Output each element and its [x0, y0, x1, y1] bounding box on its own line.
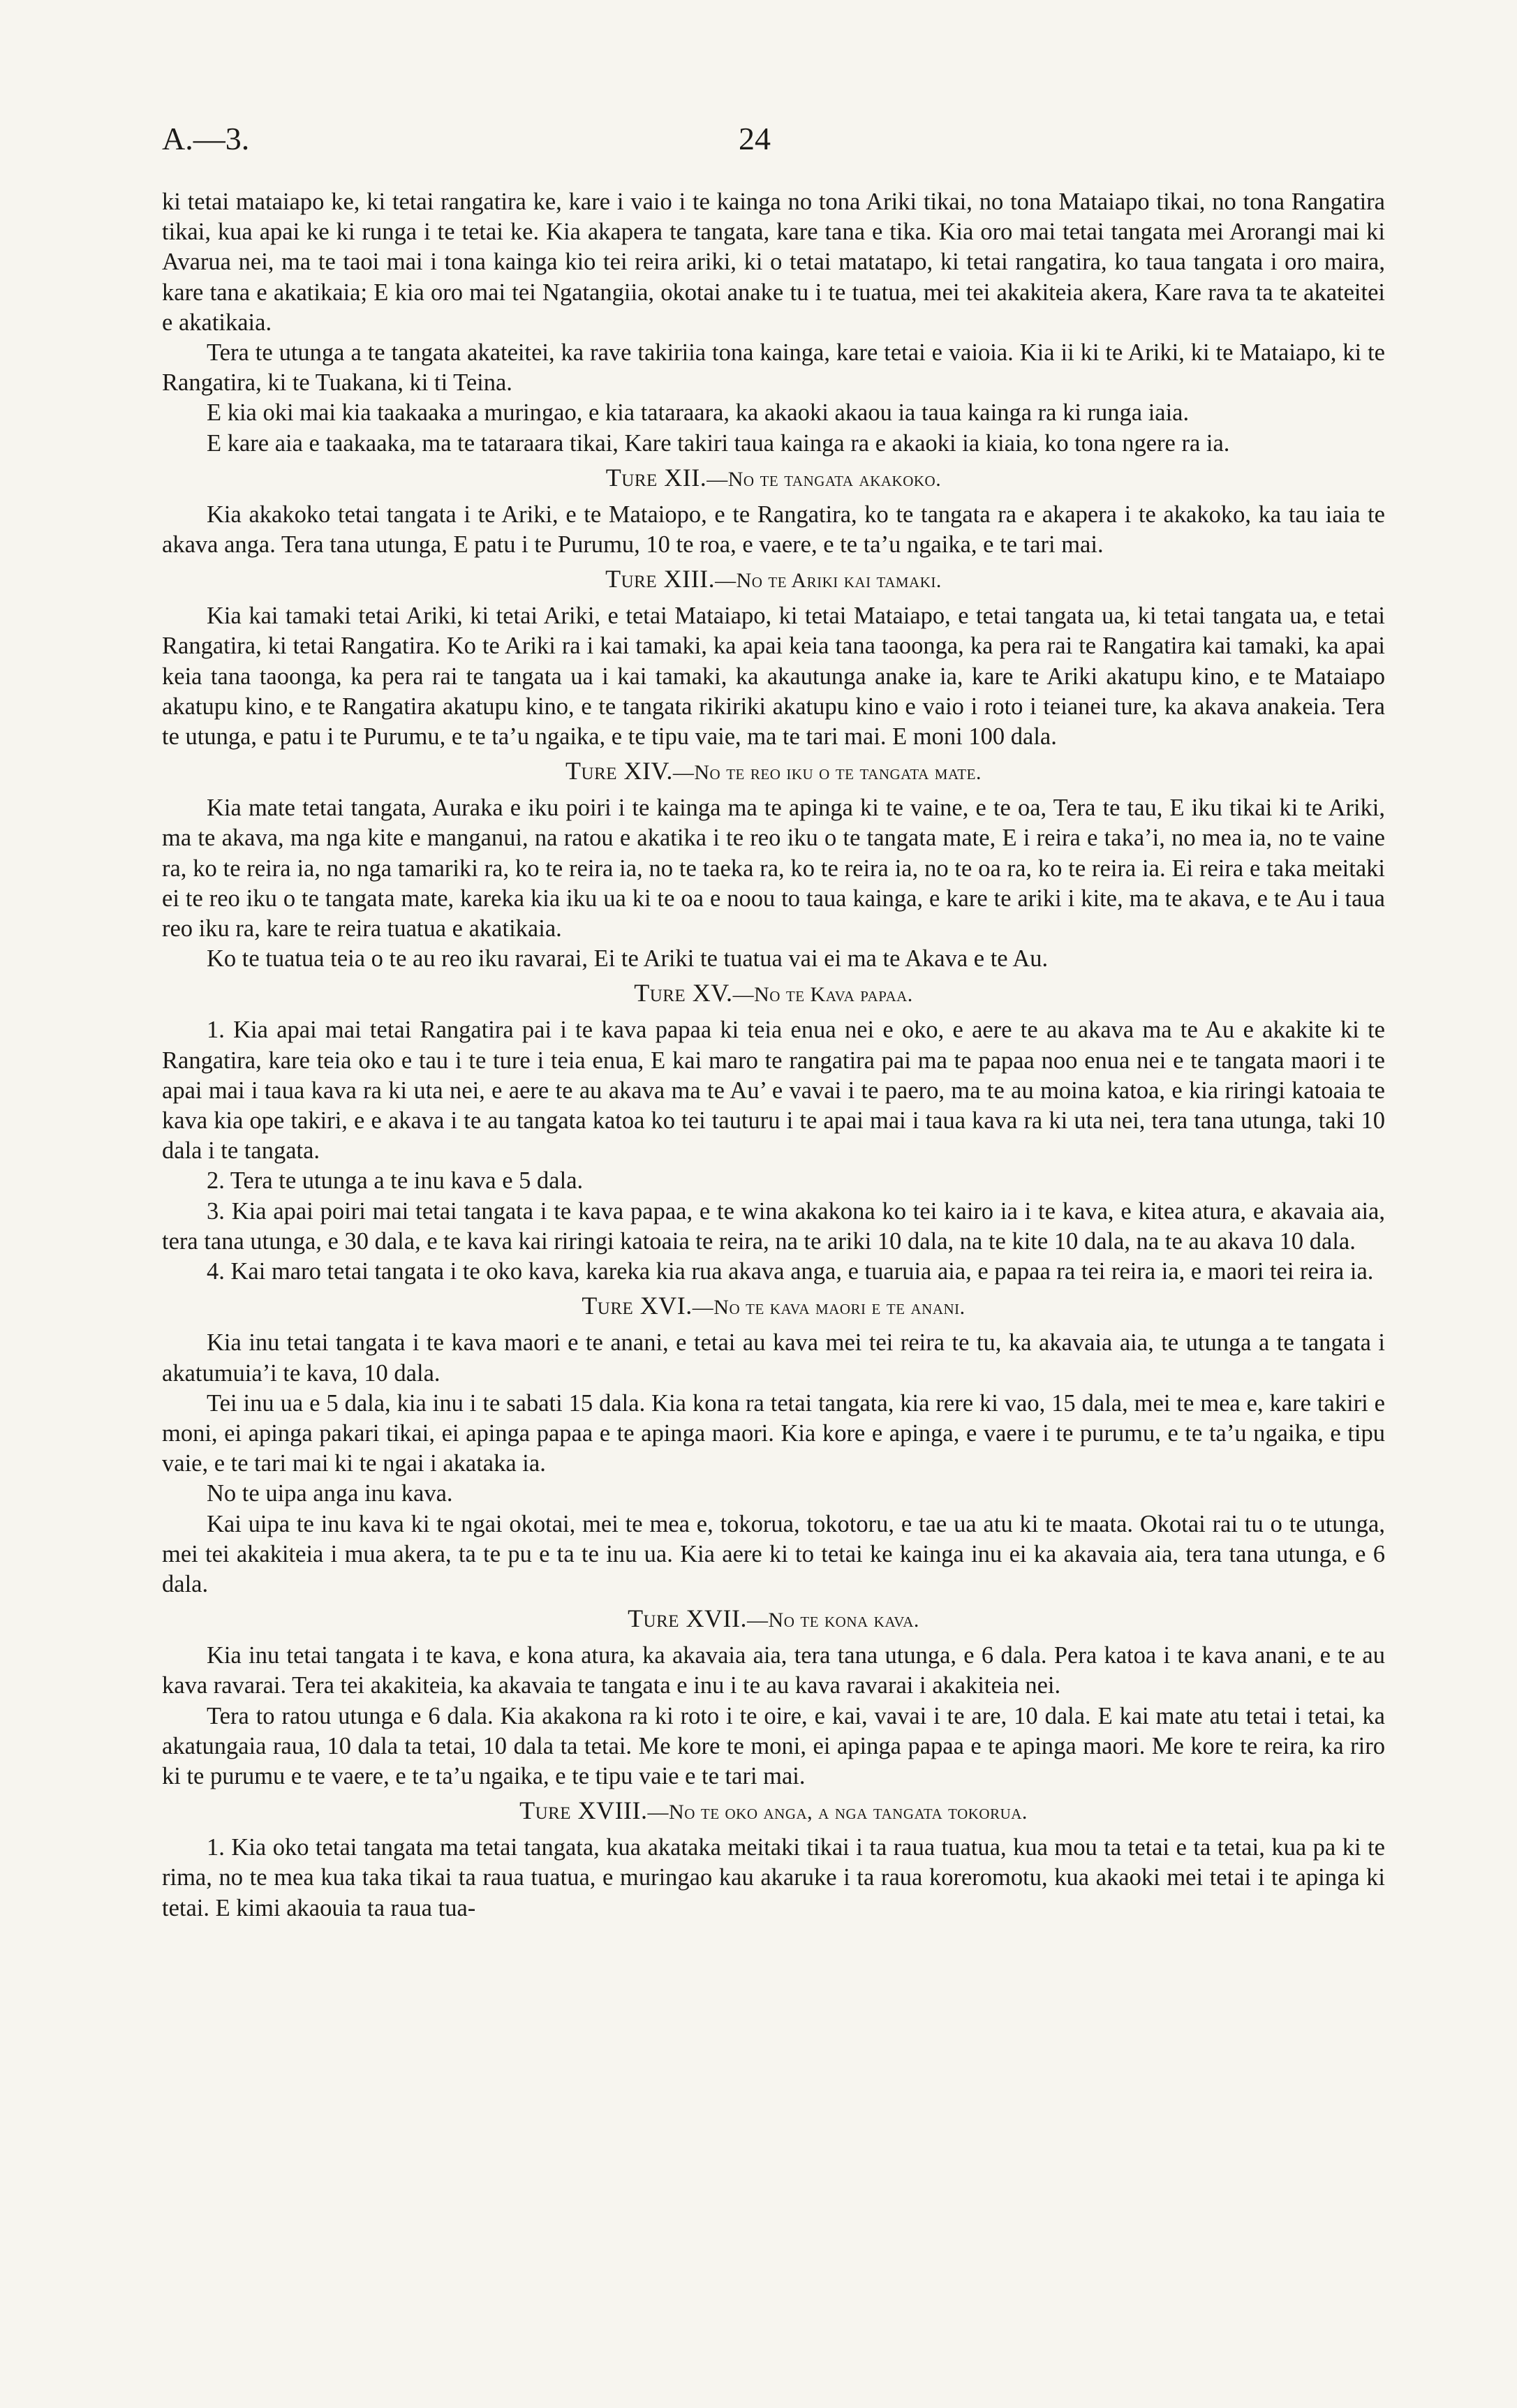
paragraph: 4. Kai maro tetai tangata i te oko kava, kareka kia rua akava anga, e tuaruia aia, e papaa ra tei reira ia, e maori tei reira ia. — [207, 1258, 1374, 1285]
section-heading — [162, 1602, 1385, 1637]
paragraph: Tera to ratou utunga e 6 dala. Kia akakona ra ki roto i te oire, e kai, vavai i te are, 10 dala. E kai mate atu tetai i tetai, ka akatungaia raua, 10 dala ta tetai, 10 dala ta tetai. Me kore te moni, ei apinga papaa e te apinga maori. Me kore te reira, ka riro ki te purumu e te vaere, e te ta’u ngaika, e te tipu vaie e te tari mai. — [162, 1702, 1385, 1789]
paragraph: ki tetai mataiapo ke, ki tetai rangatira ke, kare i vaio i te kainga no tona Ariki tikai, no tona Mataiapo tikai, no tona Rangatira tikai, kua apai ke ki runga i te tetai ke. Kia akapera te tangata, kare tana e tika. Kia oro mai tetai tangata mei Arorangi mai ki Avarua nei, ma te taoi mai i tona kainga kio tei reira ariki, ki o tetai matatapo, ki tetai rangatira, ko taua tangata i oro maira, kare tana e akatikaia; E kia oro mai tei Ngatangiia, okotai anake tu i te tuatua, mei tei akakiteia akera, Kare rava ta te akateitei e akatikaia. — [162, 189, 1385, 336]
paragraph: E kare aia e taakaaka, ma te tataraara tikai, Kare takiri taua kainga ra e akaoki ia kiaia, ko tona ngere ra ia. — [207, 429, 1230, 457]
rule-number: Ture XVI. — [582, 1292, 693, 1320]
rule-subtitle: —No te Ariki kai tamaki. — [715, 569, 942, 593]
paragraph: Kia inu tetai tangata i te kava maori e te anani, e tetai au kava mei tei reira te tu, ka akavaia aia, te utunga a te tangata i akatumuia’i te kava, 10 dala. — [162, 1329, 1385, 1387]
paragraph: 2. Tera te utunga a te inu kava e 5 dala. — [207, 1167, 584, 1195]
page-reference: A.—3. — [162, 121, 250, 156]
section-heading — [162, 755, 1385, 789]
rule-number: Ture XIV. — [565, 757, 673, 785]
paragraph: 1. Kia oko tetai tangata ma tetai tangata, kua akataka meitaki tikai i ta raua tuatua, kua mou ta tetai e ta tetai, kua pa ki te rima, no te mea kua taka tikai ta raua tuatua, e muringao kau akaruke i ta raua koreromotu, kua akaoki mei tetai i te apinga ki tetai. E kimi akaouia ta raua tua- — [162, 1834, 1385, 1921]
rule-subtitle: —No te oko anga, a nga tangata tokorua. — [647, 1801, 1028, 1824]
paragraph: Ko te tuatua teia o te au reo iku ravarai, Ei te Ariki te tuatua vai ei ma te Akava e te Au. — [207, 945, 1049, 973]
section-heading — [162, 977, 1385, 1011]
paragraph: Kai uipa te inu kava ki te ngai okotai, mei te mea e, tokorua, tokotoru, e tae ua atu ki te maata. Okotai rai tu o te utunga, mei tei akakiteia i mua akera, ta te pu e ta te inu ua. Kia aere ki to tetai ke kainga inu ei ka akavaia aia, tera tana utunga, e 6 dala. — [162, 1510, 1385, 1597]
rule-number: Ture XII. — [605, 463, 707, 492]
document-body — [162, 187, 1385, 1923]
page-number: 24 — [739, 121, 771, 156]
paragraph: Kia akakoko tetai tangata i te Ariki, e te Mataiopo, e te Rangatira, ko te tangata ra e akapera i te akakoko, ka tau iaia te akava anga. Tera tana utunga, E patu i te Purumu, 10 te roa, e vaere, e te ta’u ngaika, e te tari mai. — [162, 501, 1385, 559]
section-heading — [162, 563, 1385, 597]
paragraph: No te uipa anga inu kava. — [207, 1480, 453, 1507]
paragraph: 1. Kia apai mai tetai Rangatira pai i te kava papaa ki teia enua nei e oko, e aere te au akava ma te Au e akakite ki te Rangatira, kare teia oko e tau i te ture i teia enua, E kai maro te rangatira pai ma te papaa noo enua nei e te tangata maori i te apai mai i taua kava ra ki uta nei, e aere te au akava ma te Au’ e vavai i te paero, ma te au moina katoa, e kia riringi katoaia te kava kia ope takiri, e e akava i te au tangata katoa ko tei tauturu i te apai mai i taua kava ra ki uta nei, tera tana utunga, taki 10 dala i te tangata. — [162, 1017, 1385, 1165]
rule-subtitle: —No te kona kava. — [747, 1609, 919, 1632]
paragraph: Tei inu ua e 5 dala, kia inu i te sabati 15 dala. Kia kona ra tetai tangata, kia rere ki vao, 15 dala, mei te mea e, kare takiri e moni, ei apinga pakari tikai, ei apinga papaa e te apinga maori. Kia kore e apinga, e vaere i te purumu, e te ta’u ngaika, e tipu vaie, e te tari mai ki te ngai i akataka ia. — [162, 1389, 1385, 1477]
rule-number: Ture XVII. — [628, 1604, 748, 1633]
paragraph: Tera te utunga a te tangata akateitei, ka rave takiriia tona kainga, kare tetai e vaioia. Kia ii ki te Ariki, ki te Mataiapo, ki te Rangatira, ki te Tuakana, ki ti Teina. — [162, 339, 1385, 397]
rule-subtitle: —No te Kava papaa. — [732, 983, 913, 1007]
rule-number: Ture XVIII. — [519, 1796, 648, 1825]
rule-number: Ture XV. — [634, 979, 733, 1007]
paragraph: Kia inu tetai tangata i te kava, e kona atura, ka akavaia aia, tera tana utunga, e 6 dala. Pera katoa i te kava anani, e te au kava ravarai. Tera tei akakiteia, ka akavaia te tangata e inu i te au kava ravarai i akakiteia nei. — [162, 1642, 1385, 1699]
section-heading — [162, 1794, 1385, 1829]
paragraph: 3. Kia apai poiri mai tetai tangata i te kava papaa, e te wina akakona ko tei kairo ia i te kava, e kitea atura, e akavaia aia, tera tana utunga, e 30 dala, e te kava kai riringi katoaia te reira, na te ariki 10 dala, na te kite 10 dala, na te au akava 10 dala. — [162, 1197, 1385, 1255]
rule-number: Ture XIII. — [605, 565, 716, 593]
paragraph: E kia oki mai kia taakaaka a muringao, e kia tataraara, ka akaoki akaou ia taua kainga ra ki runga iaia. — [207, 399, 1190, 427]
paragraph: Kia mate tetai tangata, Auraka e iku poiri i te kainga ma te apinga ki te vaine, e te oa, Tera te tau, E iku tikai ki te Ariki, ma te akava, ma nga kite e manganui, na ratou e akatika i te reo iku o te tangata mate, E i reira e taka’i, no mea ia, no te vaine ra, ko te reira ia, no nga tamariki ra, ko te reira ia, no te taeka ra, ko te reira ia, no te oa ra, ko te reira ia. Ei reira e taka meitaki ei te reo iku o te tangata mate, kareka kia iku ua ki te oa e noou to taua kainga, e kare te ariki i kite, ma te akava, e te Au i taua reo iku ra, kare te reira tuatua e akatikaia. — [162, 795, 1385, 943]
rule-subtitle: —No te kava maori e te anani. — [692, 1296, 965, 1320]
section-heading — [162, 461, 1385, 496]
section-heading — [162, 1290, 1385, 1324]
page-header — [162, 120, 1384, 169]
rule-subtitle: —No te tangata akakoko. — [706, 467, 942, 491]
paragraph: Kia kai tamaki tetai Ariki, ki tetai Ariki, e tetai Mataiapo, ki tetai Mataiapo, e tetai tangata ua, ki tetai tangata ua, e tetai Rangatira, ki tetai Rangatira. Ko te Ariki ra i kai tamaki, ka apai keia tana taoonga, ka pera rai te Rangatira kai tamaki, ka apai keia tana taoonga, ka pera rai te tangata ua i kai tamaki, ka akautunga anake ia, kare te Ariki akatupu kino, e te Mataiapo akatupu kino, e te Rangatira akatupu kino, e te tangata rikiriki akatupu kino e vaio i roto i teianei ture, ka akava anakeia. Tera te utunga, e patu i te Purumu, e te ta’u ngaika, e te tipu vaie, ma te tari mai. E moni 100 dala. — [162, 603, 1385, 751]
rule-subtitle: —No te reo iku o te tangata mate. — [672, 761, 982, 785]
